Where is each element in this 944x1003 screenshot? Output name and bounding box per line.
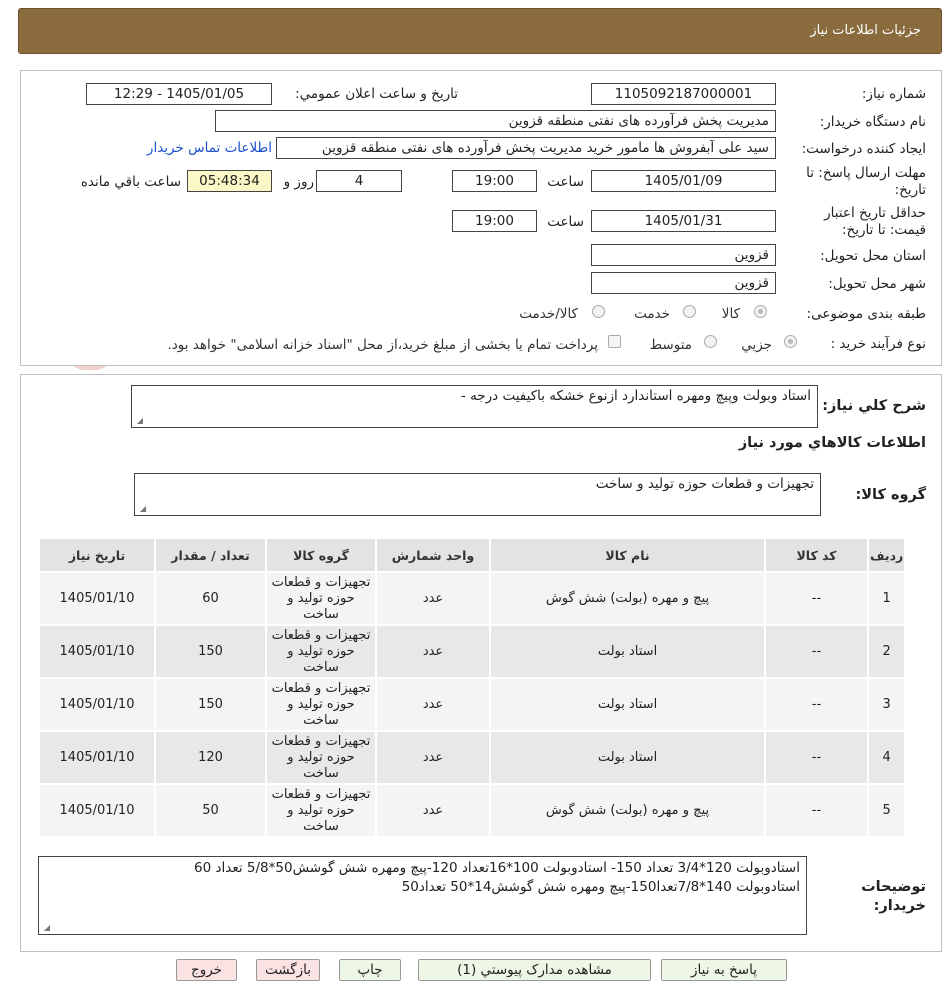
validity-label: حداقل تاريخ اعتبار قيمت: تا تاريخ: [824, 205, 926, 238]
print-button[interactable]: چاپ [339, 959, 401, 981]
cell-name: استاد بولت [490, 678, 765, 731]
page-header [18, 8, 942, 54]
cell-row-number: 3 [868, 678, 905, 731]
cell-group: تجهیزات و قطعات حوزه تولید و ساخت [266, 625, 376, 678]
announce-label: تاریخ و ساعت اعلان عمومي: [295, 86, 458, 102]
announce-datetime-field: 1405/01/05 - 12:29 [86, 83, 272, 105]
cell-qty: 150 [155, 625, 266, 678]
cell-unit: عدد [376, 625, 490, 678]
buyer-notes-line-1: استادوبولت 120*3/4 تعداد 150- استادوبولت 100*16تعداد 120-پیچ ومهره شش گوشش50*5/8 تعداد 60 [194, 860, 800, 876]
cell-group: تجهیزات و قطعات حوزه تولید و ساخت [266, 678, 376, 731]
cell-code: -- [765, 784, 868, 837]
col-header-unit: واحد شمارش [376, 538, 490, 572]
requester-label: ايجاد کننده درخواست: [801, 141, 926, 157]
cell-row-number: 1 [868, 572, 905, 625]
cell-code: -- [765, 678, 868, 731]
cell-date: 1405/01/10 [39, 731, 155, 784]
province-label: استان محل تحويل: [820, 248, 926, 264]
cell-name: استاد بولت [490, 625, 765, 678]
page-title: جزئیات اطلاعات نیاز [810, 23, 921, 38]
col-header-name: نام کالا [490, 538, 765, 572]
resize-handle-icon[interactable]: ◢ [139, 504, 146, 513]
resize-handle-icon[interactable]: ◢ [43, 923, 50, 932]
treasury-payment-note: پرداخت تمام یا بخشی از مبلغ خرید،از محل "اسناد خزانه اسلامی" خواهد بود. [167, 337, 598, 353]
category-radio-goods[interactable] [754, 305, 767, 318]
cell-row-number: 5 [868, 784, 905, 837]
cell-group: تجهیزات و قطعات حوزه تولید و ساخت [266, 731, 376, 784]
province-field: قزوین [591, 244, 776, 266]
buyer-org-field: مدیریت پخش فرآورده های نفتی منطقه قزوین [215, 110, 776, 132]
deadline-time-label: ساعت [547, 174, 584, 190]
category-option-goods-service: کالا/خدمت [519, 306, 578, 322]
exit-button[interactable]: خروج [176, 959, 237, 981]
buyer-contact-link[interactable]: اطلاعات تماس خریدار [146, 140, 272, 156]
goods-group-text: تجهیزات و قطعات حوزه تولید و ساخت [595, 476, 814, 492]
table-row [39, 678, 905, 731]
remaining-time-field: 05:48:34 [187, 170, 272, 192]
category-option-goods: کالا [721, 306, 740, 322]
cell-date: 1405/01/10 [39, 678, 155, 731]
summary-text: استاد وبولت وپیچ ومهره استاندارد ازنوع خشکه باکیفیت درجه - [460, 388, 811, 404]
col-header-qty: تعداد / مقدار [155, 538, 266, 572]
back-button[interactable]: بازگشت [256, 959, 320, 981]
buyer-org-label: نام دستگاه خريدار: [819, 114, 926, 130]
col-header-row-number: رديف [868, 538, 905, 572]
items-table [38, 537, 906, 838]
table-row [39, 572, 905, 625]
goods-group-textarea [134, 473, 821, 516]
cell-unit: عدد [376, 731, 490, 784]
process-radio-medium[interactable] [704, 335, 717, 348]
resize-handle-icon[interactable]: ◢ [136, 416, 143, 425]
category-radio-service[interactable] [683, 305, 696, 318]
deadline-date-field: 1405/01/09 [591, 170, 776, 192]
cell-code: -- [765, 731, 868, 784]
cell-qty: 50 [155, 784, 266, 837]
deadline-time-field: 19:00 [452, 170, 537, 192]
category-radio-goods-service[interactable] [592, 305, 605, 318]
cell-name: استاد بولت [490, 731, 765, 784]
cell-row-number: 4 [868, 731, 905, 784]
buyer-notes-label: توضيحات خريدار: [861, 879, 926, 914]
items-table-wrapper [38, 537, 906, 838]
cell-group: تجهیزات و قطعات حوزه تولید و ساخت [266, 784, 376, 837]
need-number-label: شماره نیاز: [861, 86, 926, 102]
treasury-payment-checkbox[interactable] [608, 335, 621, 348]
buyer-notes-line-2: استادوبولت 140*7/8تعدا150-پیچ ومهره شش گوشش14*50 تعداد50 [401, 879, 800, 895]
goods-group-label: گروه کالا: [855, 487, 926, 503]
cell-name: پیچ و مهره (بولت) شش گوش [490, 784, 765, 837]
category-label: طبقه بندی موضوعی: [806, 306, 926, 322]
need-number-field: 1105092187000001 [591, 83, 776, 105]
days-remaining-field: 4 [316, 170, 402, 192]
cell-code: -- [765, 625, 868, 678]
cell-unit: عدد [376, 784, 490, 837]
cell-qty: 120 [155, 731, 266, 784]
col-header-date: تاريخ نياز [39, 538, 155, 572]
process-option-medium: متوسط [649, 337, 692, 353]
validity-time-label: ساعت [547, 214, 584, 230]
cell-date: 1405/01/10 [39, 784, 155, 837]
process-option-minor: جزيي [741, 337, 772, 353]
summary-textarea [131, 385, 818, 428]
cell-date: 1405/01/10 [39, 625, 155, 678]
cell-qty: 60 [155, 572, 266, 625]
col-header-group: گروه کالا [266, 538, 376, 572]
table-row [39, 784, 905, 837]
cell-name: پیچ و مهره (بولت) شش گوش [490, 572, 765, 625]
summary-label: شرح کلي نياز: [822, 398, 926, 414]
process-radio-minor[interactable] [784, 335, 797, 348]
requester-field: سید علی آبفروش ها مامور خرید مدیریت پخش فرآورده های نفتی منطقه قزوین [276, 137, 776, 159]
cell-unit: عدد [376, 572, 490, 625]
days-label: روز و [283, 174, 314, 190]
table-row [39, 625, 905, 678]
cell-row-number: 2 [868, 625, 905, 678]
buyer-notes-textarea [38, 856, 807, 935]
category-option-service: خدمت [634, 306, 670, 322]
city-label: شهر محل تحويل: [828, 276, 926, 292]
validity-date-field: 1405/01/31 [591, 210, 776, 232]
remaining-time-label: ساعت باقي مانده [80, 174, 181, 190]
table-row [39, 731, 905, 784]
reply-to-need-button[interactable]: پاسخ به نياز [661, 959, 787, 981]
city-field: قزوین [591, 272, 776, 294]
validity-time-field: 19:00 [452, 210, 537, 232]
process-label: نوع فرآيند خريد : [830, 336, 926, 352]
table-header-row [39, 538, 905, 572]
cell-unit: عدد [376, 678, 490, 731]
cell-date: 1405/01/10 [39, 572, 155, 625]
cell-group: تجهیزات و قطعات حوزه تولید و ساخت [266, 572, 376, 625]
col-header-code: کد کالا [765, 538, 868, 572]
cell-qty: 150 [155, 678, 266, 731]
deadline-label: مهلت ارسال پاسخ: تا تاريخ: [806, 165, 926, 198]
cell-code: -- [765, 572, 868, 625]
view-attachments-button[interactable]: مشاهده مدارک پيوستي (1) [418, 959, 651, 981]
goods-info-title: اطلاعات کالاهاي مورد نياز [738, 435, 926, 451]
